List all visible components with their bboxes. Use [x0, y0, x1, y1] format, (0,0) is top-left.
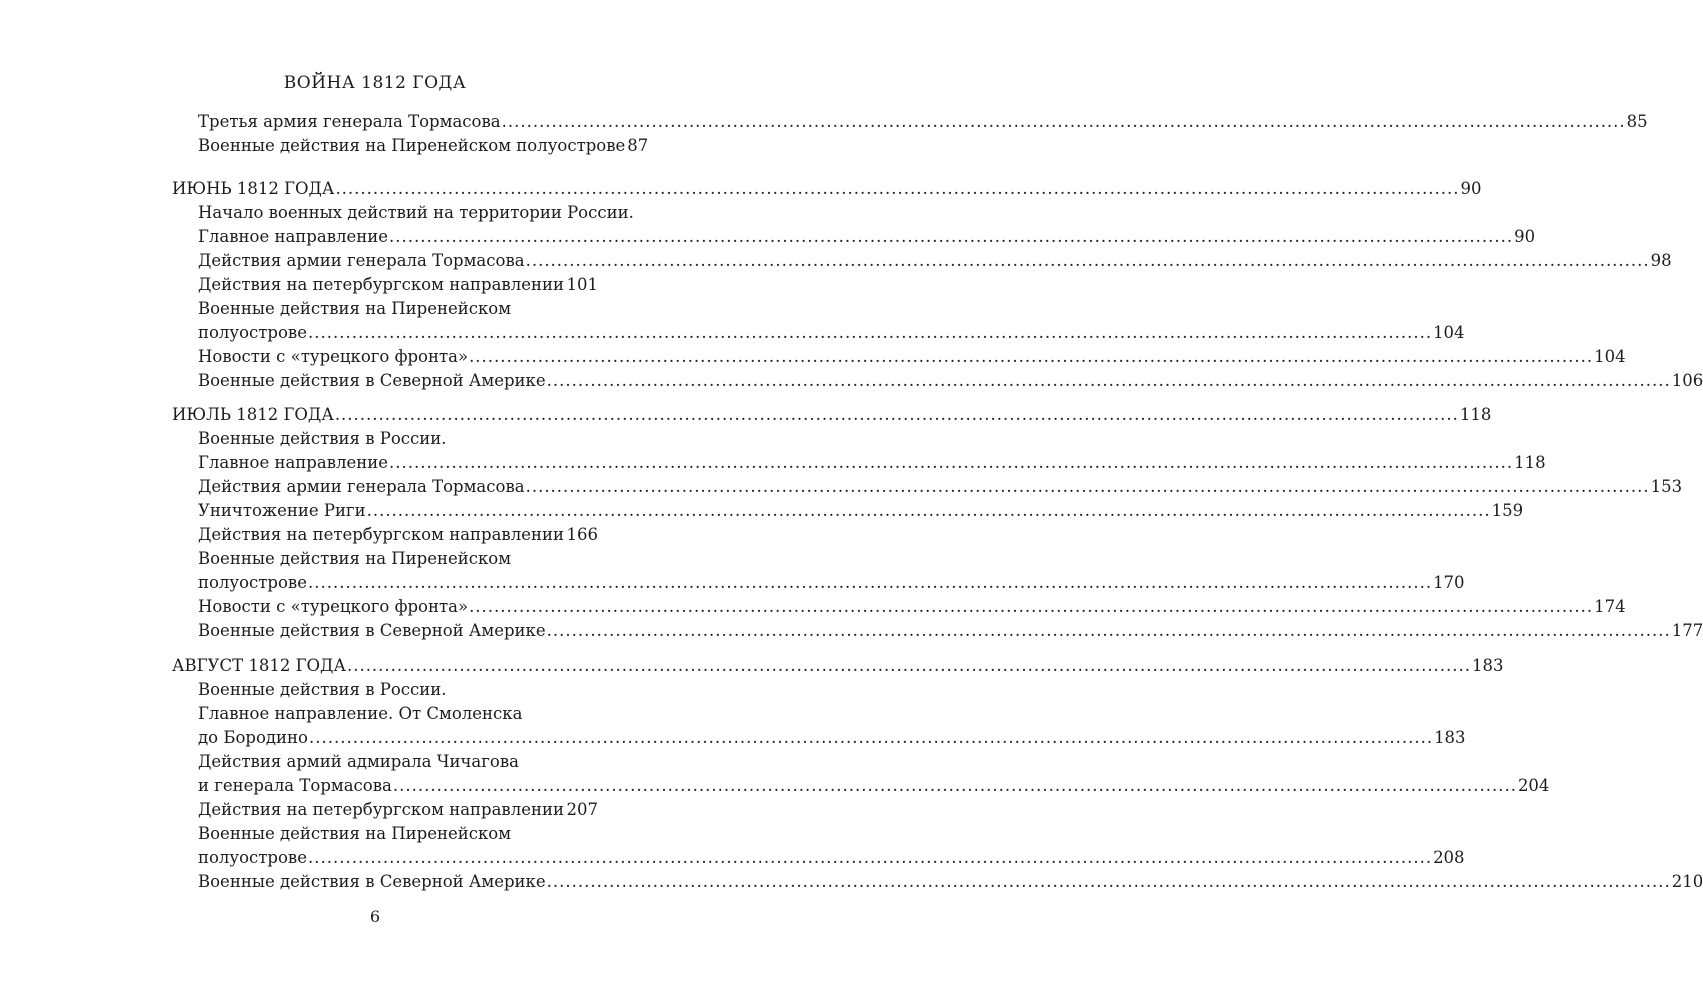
toc-entry-page: 208 — [1433, 848, 1465, 867]
dot-leader — [547, 369, 1671, 393]
toc-entry-title: Военные действия в Северной Америке — [198, 371, 546, 390]
dot-leader — [565, 273, 566, 297]
toc-entry-page: 166 — [566, 525, 598, 544]
toc-entry — [172, 345, 1626, 369]
dot-leader — [347, 654, 1471, 678]
dot-leader — [309, 726, 1433, 750]
toc-entry-title: Действия на петербургском направлении — [198, 800, 564, 819]
dot-leader — [502, 110, 1626, 134]
dot-leader — [547, 619, 1671, 643]
toc-entry — [172, 846, 1465, 870]
toc-section-heading — [172, 177, 1482, 201]
toc-entry — [172, 475, 1683, 499]
toc-entry-page: 210 — [1671, 872, 1703, 891]
toc-entry-title: полуострове — [198, 848, 307, 867]
toc-entry-title: Главное направление — [198, 453, 388, 472]
toc-entry-title: Новости с «турецкого фронта» — [198, 597, 469, 616]
toc-entry — [172, 134, 649, 158]
toc-entry-title: Главное направление — [198, 227, 388, 246]
running-header: ВОЙНА 1812 ГОДА — [283, 73, 467, 93]
toc-entry-page: 159 — [1491, 501, 1524, 520]
toc-entry — [172, 595, 1626, 619]
toc-entry-title: до Бородино — [198, 728, 308, 747]
toc-entry-page: 85 — [1626, 112, 1648, 131]
toc-entry — [172, 321, 1465, 345]
toc-entry — [172, 273, 598, 297]
toc-entry-title: Действия армии генерала Тормасова — [198, 251, 525, 270]
dot-leader — [308, 321, 1432, 345]
toc-subheading: Начало военных действий на территории России. — [198, 203, 634, 222]
dot-leader — [335, 403, 1459, 427]
dot-leader — [308, 571, 1432, 595]
toc-entry-page: 104 — [1594, 347, 1626, 366]
toc-entry — [172, 798, 598, 822]
toc-entry-title: Действия на петербургском направлении — [198, 275, 564, 294]
toc-entry — [172, 451, 1546, 475]
dot-leader — [393, 774, 1517, 798]
dot-leader — [565, 523, 566, 547]
toc-entry-title: Уничтожение Риги — [198, 501, 366, 520]
section-page: 90 — [1460, 179, 1482, 198]
page-number: 6 — [369, 907, 381, 926]
toc-entry-first-line: Главное направление. От Смоленска — [198, 704, 523, 723]
toc-entry-page: 87 — [627, 136, 649, 155]
toc-entry-page: 104 — [1433, 323, 1465, 342]
toc-entry-page: 118 — [1514, 453, 1546, 472]
toc-section-heading — [172, 654, 1504, 678]
dot-leader — [526, 249, 1650, 273]
toc-entry-page: 153 — [1650, 477, 1683, 496]
toc-entry — [172, 225, 1536, 249]
toc-entry-first-line: Военные действия на Пиренейском — [198, 824, 512, 843]
toc-entry-title: Действия на петербургском направлении — [198, 525, 564, 544]
section-title: АВГУСТ 1812 ГОДА — [172, 656, 346, 675]
toc-entry-title: полуострове — [198, 323, 307, 342]
section-title: ИЮНЬ 1812 ГОДА — [172, 179, 335, 198]
toc-entry-page: 170 — [1433, 573, 1465, 592]
toc-entry-page: 106 — [1671, 371, 1703, 390]
toc-entry-first-line: Военные действия на Пиренейском — [198, 549, 512, 568]
toc-entry-page: 101 — [566, 275, 598, 294]
toc-entry-page: 207 — [566, 800, 598, 819]
dot-leader — [469, 595, 1593, 619]
toc-entry-title: и генерала Тормасова — [198, 776, 392, 795]
dot-leader — [367, 499, 1491, 523]
toc-subheading: Военные действия в России. — [198, 680, 447, 699]
toc-entry — [172, 249, 1672, 273]
toc-subheading: Военные действия в России. — [198, 429, 447, 448]
toc-block-continued — [172, 110, 1648, 158]
dot-leader — [526, 475, 1650, 499]
toc-entry — [172, 726, 1466, 750]
dot-leader — [547, 870, 1671, 894]
toc-entry-title: полуострове — [198, 573, 307, 592]
toc-section-july — [172, 403, 1703, 643]
toc-entry-title: Военные действия в Северной Америке — [198, 621, 546, 640]
section-page: 183 — [1472, 656, 1504, 675]
toc-entry — [172, 774, 1550, 798]
toc-entry-title: Военные действия на Пиренейском полуострове — [198, 136, 626, 155]
toc-entry — [172, 523, 598, 547]
section-title: ИЮЛЬ 1812 ГОДА — [172, 405, 334, 424]
toc-entry-page: 90 — [1514, 227, 1536, 246]
dot-leader — [565, 798, 566, 822]
toc-section-august — [172, 654, 1703, 894]
dot-leader — [389, 451, 1513, 475]
toc-entry — [172, 870, 1703, 894]
toc-entry — [172, 369, 1703, 393]
dot-leader — [308, 846, 1432, 870]
section-page: 118 — [1459, 405, 1492, 424]
toc-entry — [172, 110, 1648, 134]
toc-entry-title: Третья армия генерала Тормасова — [198, 112, 501, 131]
toc-entry-title: Военные действия в Северной Америке — [198, 872, 546, 891]
toc-entry-first-line: Действия армий адмирала Чичагова — [198, 752, 519, 771]
toc-entry — [172, 571, 1465, 595]
toc-entry-title: Действия армии генерала Тормасова — [198, 477, 525, 496]
toc-entry-page: 177 — [1671, 621, 1703, 640]
toc-entry — [172, 499, 1524, 523]
toc-entry-first-line: Военные действия на Пиренейском — [198, 299, 512, 318]
toc-section-june — [172, 177, 1703, 393]
toc-section-heading — [172, 403, 1492, 427]
toc-entry-page: 174 — [1594, 597, 1626, 616]
dot-leader — [469, 345, 1593, 369]
toc-entry-page: 183 — [1434, 728, 1466, 747]
dot-leader — [389, 225, 1513, 249]
toc-entry — [172, 619, 1703, 643]
toc-entry-title: Новости с «турецкого фронта» — [198, 347, 469, 366]
toc-entry-page: 98 — [1650, 251, 1672, 270]
toc-entry-page: 204 — [1517, 776, 1550, 795]
dot-leader — [335, 177, 1459, 201]
